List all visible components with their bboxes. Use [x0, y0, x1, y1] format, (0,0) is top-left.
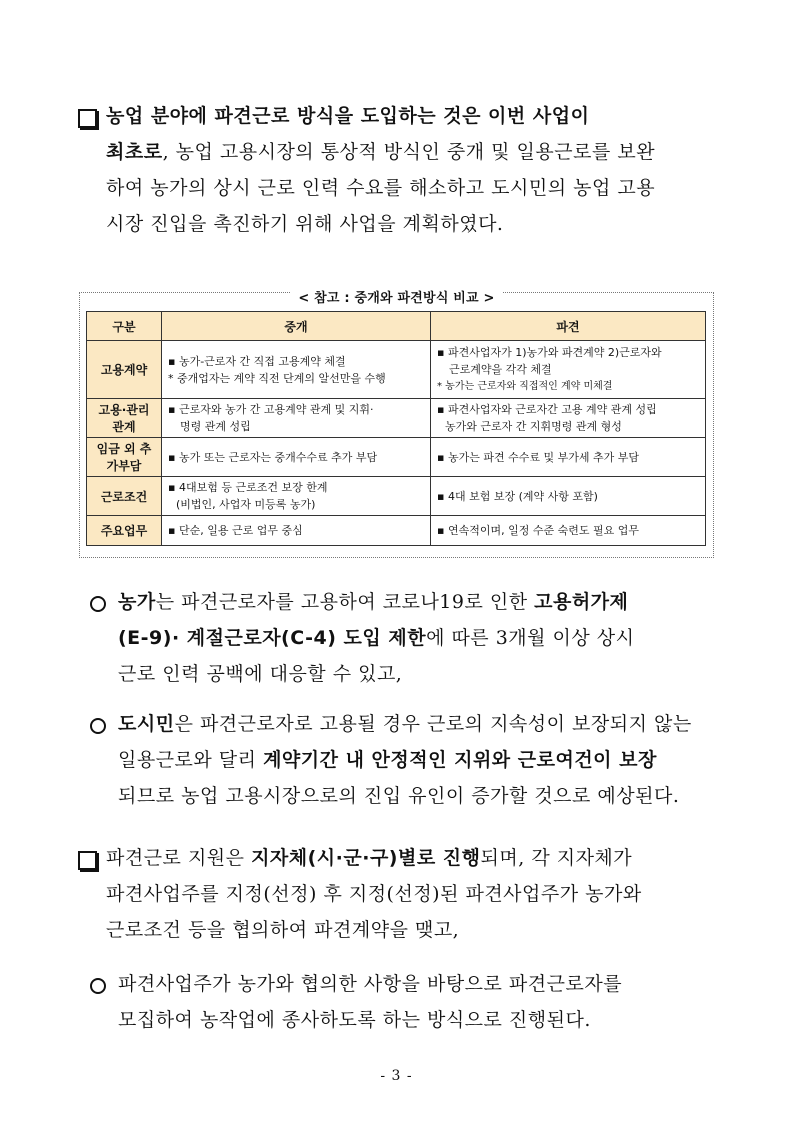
- table-row: [87, 516, 706, 546]
- dispatch-cell: ▪ 4대 보험 보장 (계약 사항 포함): [431, 477, 706, 516]
- row-label: 고용계약: [87, 341, 162, 399]
- circle-bullet-icon: [90, 978, 106, 994]
- section1-line3: 하여 농가의 상시 근로 인력 수요를 해소하고 도시민의 농업 고용: [106, 177, 656, 199]
- section1-line1: 농업 분야에 파견근로 방식을 도입하는 것은 이번 사업이: [106, 105, 590, 127]
- dispatch-cell: ▪ 파견사업자가 1)농가와 파견계약 2)근로자와 근로계약을 각각 체결 * 농가는 근로자와 직접적인 계약 미체결: [431, 341, 706, 399]
- row-label: 주요업무: [87, 516, 162, 546]
- reference-title: < 참고 : 중개와 파견방식 비교 >: [0, 287, 793, 306]
- circle-bullet-icon: [90, 596, 106, 612]
- mediation-cell: ▪ 4대보험 등 근로조건 보장 한계 (비법인, 사업자 미등록 농가): [162, 477, 431, 516]
- table-row: [87, 477, 706, 516]
- section2-paragraph: [106, 840, 716, 948]
- bullet3-paragraph: [118, 966, 716, 1038]
- bullet2-line2: 일용근로와 달리 계약기간 내 안정적인 지위와 근로여건이 보장: [118, 749, 657, 771]
- section1-paragraph: [106, 98, 716, 242]
- bullet1-line2: (E-9)· 계절근로자(C-4) 도입 제한에 따른 3개월 이상 상시: [118, 627, 635, 649]
- section2-line3: 근로조건 등을 협의하여 파견계약을 맺고,: [106, 919, 460, 941]
- column-header: 파견: [431, 312, 706, 341]
- bullet3-line1: 파견사업주가 농가와 협의한 사항을 바탕으로 파견근로자를: [118, 973, 623, 995]
- mediation-cell: ▪ 단순, 일용 근로 업무 중심: [162, 516, 431, 546]
- table-row: [87, 438, 706, 477]
- bullet2-line3: 되므로 농업 고용시장으로의 진입 유인이 증가할 것으로 예상된다.: [118, 785, 680, 807]
- dispatch-cell: ▪ 연속적이며, 일정 수준 숙련도 필요 업무: [431, 516, 706, 546]
- table-header-row: [87, 312, 706, 341]
- section1-line4: 시장 진입을 촉진하기 위해 사업을 계획하였다.: [106, 213, 504, 235]
- section2-line1: 파견근로 지원은 지자체(시·군·구)별로 진행되며, 각 지자체가: [106, 847, 633, 869]
- table-row: [87, 341, 706, 399]
- bullet1-line3: 근로 인력 공백에 대응할 수 있고,: [118, 663, 403, 685]
- comparison-table: [86, 311, 706, 546]
- mediation-cell: ▪ 근로자와 농가 간 고용계약 관계 및 지휘· 명령 관계 성립: [162, 399, 431, 438]
- mediation-cell: ▪ 농가-근로자 간 직접 고용계약 체결 * 중개업자는 계약 직전 단계의 알선만을 수행: [162, 341, 431, 399]
- bullet1-paragraph: [118, 584, 716, 692]
- square-bullet-icon: [78, 851, 97, 870]
- square-bullet-icon: [78, 109, 97, 128]
- dispatch-cell: ▪ 파견사업자와 근로자간 고용 계약 관계 성립 농가와 근로자 간 지휘명령 관계 형성: [431, 399, 706, 438]
- row-label: 고용·관리 관계: [87, 399, 162, 438]
- page-number: - 3 -: [380, 1068, 413, 1084]
- row-label: 임금 외 추가부담: [87, 438, 162, 477]
- bullet3-line2: 모집하여 농작업에 종사하도록 하는 방식으로 진행된다.: [118, 1009, 591, 1031]
- column-header: 구분: [87, 312, 162, 341]
- dispatch-cell: ▪ 농가는 파견 수수료 및 부가세 추가 부담: [431, 438, 706, 477]
- bullet2-line1: 도시민은 파견근로자로 고용될 경우 근로의 지속성이 보장되지 않는: [118, 713, 692, 735]
- table-row: [87, 399, 706, 438]
- bullet2-paragraph: [118, 706, 716, 814]
- section2-line2: 파견사업주를 지정(선정) 후 지정(선정)된 파견사업주가 농가와: [106, 883, 642, 905]
- circle-bullet-icon: [90, 718, 106, 734]
- row-label: 근로조건: [87, 477, 162, 516]
- column-header: 중개: [162, 312, 431, 341]
- section1-line2: 최초로, 농업 고용시장의 통상적 방식인 중개 및 일용근로를 보완: [106, 141, 656, 163]
- bullet1-line1: 농가는 파견근로자를 고용하여 코로나19로 인한 고용허가제: [118, 591, 629, 613]
- mediation-cell: ▪ 농가 또는 근로자는 중개수수료 추가 부담: [162, 438, 431, 477]
